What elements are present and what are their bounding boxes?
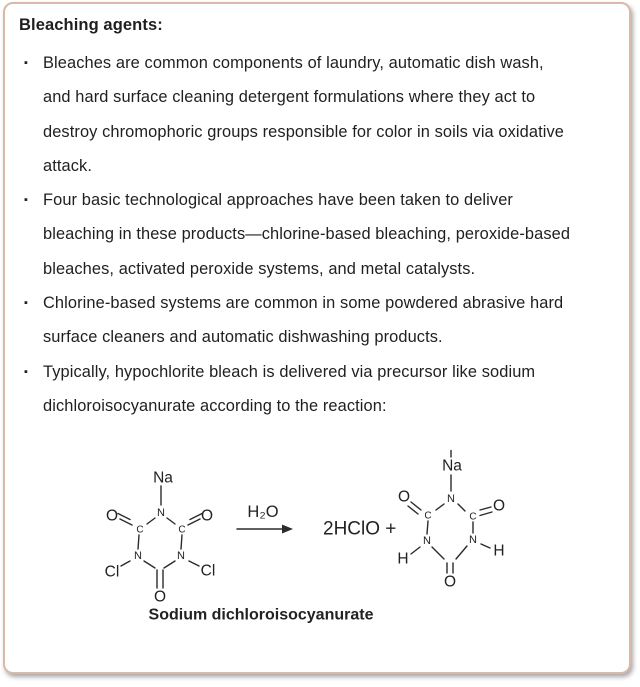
atom-o: O [200, 507, 214, 525]
condition-label: H₂O [247, 503, 279, 521]
atom-h: H [397, 550, 409, 568]
atom-c: C [469, 511, 477, 523]
reactant-bonds [118, 486, 202, 588]
atom-c: C [178, 524, 186, 536]
atom-na: Na [153, 469, 173, 487]
product-molecule [397, 451, 505, 591]
bullet-line: Typically, hypochlorite bleach is delivered via precursor like sodium [43, 362, 536, 381]
atom-cl: Cl [200, 562, 216, 580]
atom-n: N [177, 550, 185, 562]
bullet-line: Bleaches are common components of laundry, automatic dish wash, [43, 54, 544, 72]
bullet-item [24, 286, 570, 355]
bullet-line: and hard surface cleaning detergent formulations where they act to [43, 88, 536, 107]
reaction-arrow [237, 503, 293, 534]
bullet-marker: ▪ [24, 297, 28, 310]
bullet-line: bleaching in these products—chlorine-based bleaching, peroxide-based [43, 225, 571, 244]
atom-c: C [424, 510, 432, 522]
atom-n: N [157, 507, 165, 519]
bullet-item [24, 355, 570, 424]
arrowhead [282, 525, 293, 534]
bullet-marker: ▪ [24, 57, 28, 69]
bullet-item [24, 183, 570, 286]
atom-o: O [105, 507, 119, 525]
bullet-line: attack. [43, 156, 92, 175]
atom-cl: Cl [104, 563, 120, 581]
bullet-marker: ▪ [24, 194, 28, 207]
atom-na: Na [442, 457, 462, 475]
bullet-line: Four basic technological approaches have been taken to deliver [43, 191, 513, 210]
atom-n: N [447, 493, 455, 505]
bullet-text [43, 183, 570, 286]
page-title: Bleaching agents: [19, 16, 163, 34]
bullet-text [43, 355, 535, 424]
bullet-line: surface cleaners and automatic dishwashing products. [43, 328, 443, 347]
bullet-text [43, 46, 564, 183]
atom-n: N [423, 535, 431, 547]
atom-o: O [443, 573, 457, 591]
bullet-line: dichloroisocyanurate according to the reaction: [43, 396, 387, 415]
reactant-molecule [105, 470, 216, 606]
atom-o: O [492, 497, 506, 515]
atom-n: N [469, 534, 477, 546]
reaction-figure [0, 440, 640, 645]
atom-c: C [136, 524, 144, 536]
bullet-text [43, 286, 563, 355]
products-text: 2HClO + [323, 518, 397, 540]
atom-o: O [153, 588, 167, 606]
bullet-marker: ▪ [24, 365, 28, 378]
bullet-item [24, 46, 570, 183]
atom-h: H [493, 542, 505, 560]
bullet-list [24, 46, 570, 423]
bullet-line: bleaches, activated peroxide systems, and metal catalysts. [43, 259, 476, 278]
figure-caption: Sodium dichloroisocyanurate [148, 606, 374, 624]
bullet-line: Chlorine-based systems are common in some powdered abrasive hard [43, 294, 564, 313]
bullet-line: destroy chromophoric groups responsible for color in soils via oxidative [43, 122, 565, 141]
atom-n: N [134, 550, 142, 562]
atom-o: O [397, 488, 411, 506]
